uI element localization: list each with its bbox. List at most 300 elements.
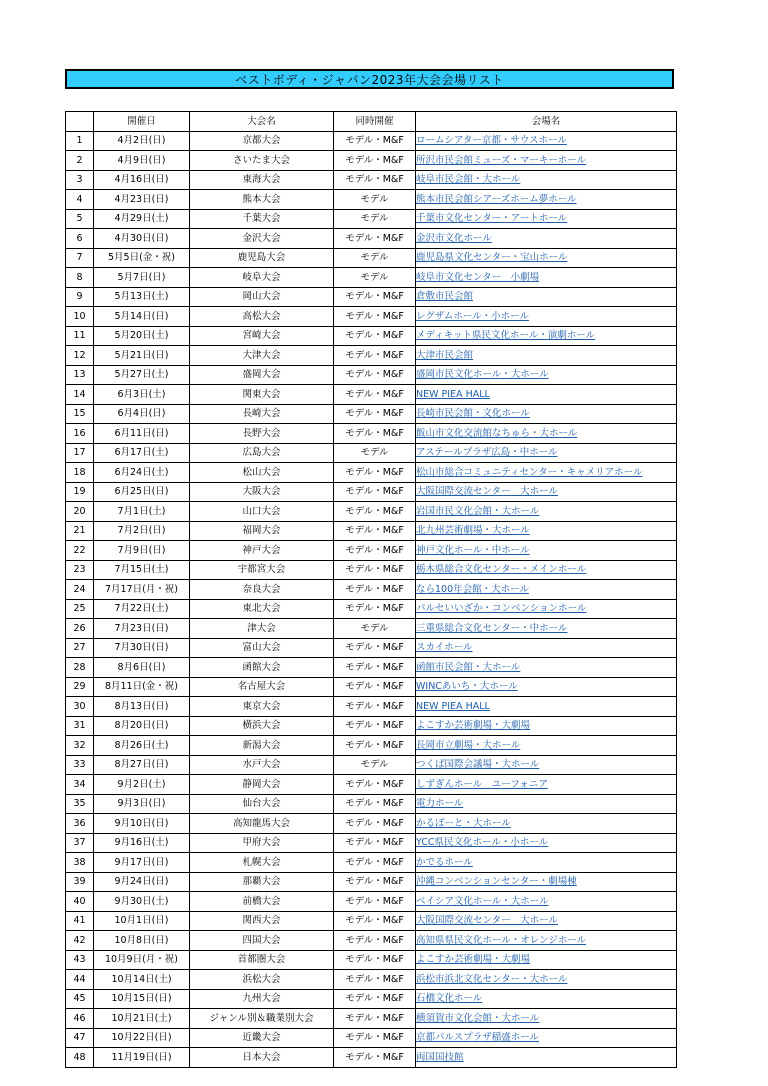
- table-row: [66, 931, 677, 951]
- row-date: 4月29日(土): [94, 209, 190, 229]
- row-concurrent: モデル・M&F: [334, 697, 416, 717]
- col-header-venue: 会場名: [416, 112, 677, 132]
- row-event-name: 大津大会: [190, 346, 334, 366]
- row-number: 5: [66, 209, 94, 229]
- row-number: 21: [66, 521, 94, 541]
- row-venue: [416, 580, 677, 600]
- row-event-name: 仙台大会: [190, 794, 334, 814]
- row-venue: [416, 697, 677, 717]
- row-venue: [416, 970, 677, 990]
- row-concurrent: モデル・M&F: [334, 326, 416, 346]
- venue-link[interactable]: アステールプラザ広島・中ホール: [416, 447, 558, 459]
- row-date: 10月15日(日): [94, 989, 190, 1009]
- row-number: 25: [66, 599, 94, 619]
- venue-link[interactable]: 函館市民会館・大ホール: [416, 661, 521, 673]
- table-row: [66, 151, 677, 171]
- row-date: 5月7日(日): [94, 268, 190, 288]
- row-date: 9月24日(日): [94, 872, 190, 892]
- venue-link[interactable]: スカイホール: [416, 642, 473, 654]
- venue-link[interactable]: 沖縄コンベンションセンター・劇場棟: [416, 876, 577, 888]
- row-concurrent: モデル: [334, 190, 416, 210]
- table-row: [66, 853, 677, 873]
- row-number: 38: [66, 853, 94, 873]
- row-venue: [416, 989, 677, 1009]
- row-date: 7月22日(土): [94, 599, 190, 619]
- row-event-name: 甲府大会: [190, 833, 334, 853]
- table-row: [66, 833, 677, 853]
- row-venue: [416, 404, 677, 424]
- row-date: 4月30日(日): [94, 229, 190, 249]
- row-concurrent: モデル・M&F: [334, 385, 416, 405]
- row-event-name: 近畿大会: [190, 1028, 334, 1048]
- venue-link[interactable]: ロームシアター京都・サウスホール: [416, 135, 567, 147]
- row-event-name: 関西大会: [190, 911, 334, 931]
- table-row: [66, 541, 677, 561]
- row-date: 9月17日(日): [94, 853, 190, 873]
- row-concurrent: モデル・M&F: [334, 307, 416, 327]
- row-event-name: 東京大会: [190, 697, 334, 717]
- row-number: 13: [66, 365, 94, 385]
- col-header-concurrent: 同時開催: [334, 112, 416, 132]
- row-date: 11月19日(日): [94, 1048, 190, 1068]
- row-concurrent: モデル・M&F: [334, 716, 416, 736]
- row-date: 10月22日(日): [94, 1028, 190, 1048]
- row-concurrent: モデル・M&F: [334, 541, 416, 561]
- row-venue: [416, 346, 677, 366]
- row-concurrent: モデル・M&F: [334, 365, 416, 385]
- row-date: 7月23日(日): [94, 619, 190, 639]
- row-concurrent: モデル・M&F: [334, 560, 416, 580]
- row-event-name: 千葉大会: [190, 209, 334, 229]
- row-concurrent: モデル: [334, 755, 416, 775]
- row-event-name: 宮崎大会: [190, 326, 334, 346]
- row-event-name: 津大会: [190, 619, 334, 639]
- table-row: [66, 716, 677, 736]
- row-number: 32: [66, 736, 94, 756]
- row-venue: [416, 755, 677, 775]
- row-event-name: 京都大会: [190, 131, 334, 151]
- table-row: [66, 599, 677, 619]
- venue-link[interactable]: レグザムホール・小ホール: [416, 310, 529, 322]
- venue-link[interactable]: 高知県県民文化ホール・オレンジホール: [416, 934, 587, 946]
- row-date: 4月9日(日): [94, 151, 190, 171]
- row-event-name: 浜松大会: [190, 970, 334, 990]
- row-concurrent: モデル・M&F: [334, 599, 416, 619]
- table-row: [66, 190, 677, 210]
- venue-link[interactable]: 岐阜市民会館・大ホール: [416, 174, 521, 186]
- table-row: [66, 307, 677, 327]
- row-event-name: 神戸大会: [190, 541, 334, 561]
- row-venue: [416, 911, 677, 931]
- row-event-name: 山口大会: [190, 502, 334, 522]
- table-row: [66, 248, 677, 268]
- row-date: 5月13日(土): [94, 287, 190, 307]
- row-event-name: 東海大会: [190, 170, 334, 190]
- row-number: 48: [66, 1048, 94, 1068]
- table-row: [66, 658, 677, 678]
- venue-link[interactable]: しずぎんホール ユーフォニア: [416, 778, 548, 790]
- table-row: [66, 755, 677, 775]
- venue-link[interactable]: NEW PIEA HALL: [416, 388, 490, 400]
- venue-link[interactable]: WINCあいち・大ホール: [416, 681, 518, 693]
- row-date: 6月3日(土): [94, 385, 190, 405]
- row-date: 6月11日(日): [94, 424, 190, 444]
- venue-link[interactable]: 長崎市民会館・文化ホール: [416, 408, 530, 420]
- row-concurrent: モデル・M&F: [334, 892, 416, 912]
- row-date: 9月2日(土): [94, 775, 190, 795]
- row-number: 12: [66, 346, 94, 366]
- venue-link[interactable]: 岐阜市文化センター 小劇場: [416, 271, 540, 283]
- row-number: 37: [66, 833, 94, 853]
- row-venue: [416, 638, 677, 658]
- table-row: [66, 346, 677, 366]
- row-event-name: 新潟大会: [190, 736, 334, 756]
- row-venue: [416, 794, 677, 814]
- row-number: 20: [66, 502, 94, 522]
- row-venue: [416, 619, 677, 639]
- row-number: 2: [66, 151, 94, 171]
- row-event-name: 鹿児島大会: [190, 248, 334, 268]
- row-concurrent: モデル: [334, 268, 416, 288]
- table-row: [66, 1048, 677, 1068]
- row-venue: [416, 209, 677, 229]
- col-header-number: [66, 112, 94, 132]
- row-date: 8月20日(日): [94, 716, 190, 736]
- venue-link[interactable]: 大阪国際交流センター 大ホール: [416, 915, 558, 927]
- row-number: 45: [66, 989, 94, 1009]
- venue-link[interactable]: 熊本市民会館シアーズホーム夢ホール: [416, 193, 577, 205]
- row-concurrent: モデル・M&F: [334, 580, 416, 600]
- row-number: 34: [66, 775, 94, 795]
- venue-link[interactable]: つくば国際会議場・大ホール: [416, 759, 540, 771]
- row-venue: [416, 814, 677, 834]
- venue-link[interactable]: パルセいいざか・コンベンションホール: [416, 603, 587, 615]
- row-event-name: 熊本大会: [190, 190, 334, 210]
- table-row: [66, 170, 677, 190]
- row-number: 16: [66, 424, 94, 444]
- row-number: 14: [66, 385, 94, 405]
- row-event-name: さいたま大会: [190, 151, 334, 171]
- row-event-name: 静岡大会: [190, 775, 334, 795]
- table-row: [66, 287, 677, 307]
- venue-link[interactable]: 三重県総合文化センター・中ホール: [416, 622, 568, 634]
- row-event-name: 松山大会: [190, 463, 334, 483]
- row-number: 40: [66, 892, 94, 912]
- row-number: 39: [66, 872, 94, 892]
- table-row: [66, 1028, 677, 1048]
- row-date: 9月16日(土): [94, 833, 190, 853]
- table-row: [66, 970, 677, 990]
- row-venue: [416, 443, 677, 463]
- row-number: 10: [66, 307, 94, 327]
- row-number: 26: [66, 619, 94, 639]
- row-concurrent: モデル・M&F: [334, 404, 416, 424]
- table-row: [66, 677, 677, 697]
- venue-link[interactable]: ベイシア文化ホール・大ホール: [416, 895, 549, 907]
- row-concurrent: モデル・M&F: [334, 853, 416, 873]
- row-date: 10月9日(月・祝): [94, 950, 190, 970]
- table-row: [66, 697, 677, 717]
- row-number: 22: [66, 541, 94, 561]
- row-event-name: 名古屋大会: [190, 677, 334, 697]
- row-venue: [416, 1009, 677, 1029]
- row-venue: [416, 833, 677, 853]
- row-event-name: 金沢大会: [190, 229, 334, 249]
- row-event-name: 東北大会: [190, 599, 334, 619]
- row-event-name: 高知龍馬大会: [190, 814, 334, 834]
- row-date: 5月5日(金・祝): [94, 248, 190, 268]
- venue-link[interactable]: 大阪国際交流センター 大ホール: [416, 486, 558, 498]
- row-number: 36: [66, 814, 94, 834]
- venue-link[interactable]: 鹿児島県文化センター・宝山ホール: [416, 252, 568, 264]
- venue-link[interactable]: なら100年会館・大ホール: [416, 583, 529, 595]
- table-row: [66, 326, 677, 346]
- row-event-name: 首都圏大会: [190, 950, 334, 970]
- row-event-name: 長野大会: [190, 424, 334, 444]
- row-event-name: 前橋大会: [190, 892, 334, 912]
- row-venue: [416, 385, 677, 405]
- venue-link[interactable]: 栃木県総合文化センター・メインホール: [416, 564, 587, 576]
- table-row: [66, 131, 677, 151]
- row-date: 4月23日(日): [94, 190, 190, 210]
- table-row: [66, 580, 677, 600]
- row-date: 10月21日(土): [94, 1009, 190, 1029]
- venue-link[interactable]: 京都パルスプラザ稲盛ホール: [416, 1032, 540, 1044]
- row-number: 15: [66, 404, 94, 424]
- row-date: 8月26日(土): [94, 736, 190, 756]
- row-event-name: 札幌大会: [190, 853, 334, 873]
- row-concurrent: モデル・M&F: [334, 229, 416, 249]
- row-date: 4月2日(日): [94, 131, 190, 151]
- row-event-name: 福岡大会: [190, 521, 334, 541]
- row-date: 6月4日(日): [94, 404, 190, 424]
- row-concurrent: モデル・M&F: [334, 287, 416, 307]
- venue-link[interactable]: NEW PIEA HALL: [416, 700, 490, 712]
- row-date: 5月14日(日): [94, 307, 190, 327]
- row-venue: [416, 229, 677, 249]
- row-concurrent: モデル・M&F: [334, 833, 416, 853]
- row-event-name: 長崎大会: [190, 404, 334, 424]
- row-concurrent: モデル・M&F: [334, 775, 416, 795]
- row-number: 17: [66, 443, 94, 463]
- row-date: 5月20日(土): [94, 326, 190, 346]
- venue-link[interactable]: 岩国市民文化会館・大ホール: [416, 505, 540, 517]
- row-venue: [416, 872, 677, 892]
- col-header-date: 開催日: [94, 112, 190, 132]
- row-number: 29: [66, 677, 94, 697]
- row-venue: [416, 775, 677, 795]
- venue-table: [65, 111, 677, 1068]
- table-row: [66, 736, 677, 756]
- row-venue: [416, 599, 677, 619]
- row-number: 41: [66, 911, 94, 931]
- venue-link[interactable]: かるぽーと・大ホール: [416, 817, 511, 829]
- row-venue: [416, 560, 677, 580]
- venue-link[interactable]: 所沢市民会館ミューズ・マーキーホール: [416, 154, 587, 166]
- row-concurrent: モデル・M&F: [334, 970, 416, 990]
- row-date: 5月27日(土): [94, 365, 190, 385]
- row-venue: [416, 482, 677, 502]
- row-number: 7: [66, 248, 94, 268]
- venue-link[interactable]: 横須賀市文化会館・大ホール: [416, 1012, 540, 1024]
- row-venue: [416, 248, 677, 268]
- row-venue: [416, 892, 677, 912]
- row-event-name: 那覇大会: [190, 872, 334, 892]
- row-venue: [416, 131, 677, 151]
- row-date: 7月30日(日): [94, 638, 190, 658]
- row-date: 6月24日(土): [94, 463, 190, 483]
- row-event-name: 高松大会: [190, 307, 334, 327]
- row-number: 43: [66, 950, 94, 970]
- row-event-name: 広島大会: [190, 443, 334, 463]
- row-concurrent: モデル・M&F: [334, 658, 416, 678]
- row-number: 30: [66, 697, 94, 717]
- venue-link[interactable]: かでるホール: [416, 856, 473, 868]
- venue-link[interactable]: 松山市総合コミュニティセンター・キャメリアホール: [416, 466, 643, 478]
- venue-link[interactable]: 神戸文化ホール・中ホール: [416, 544, 530, 556]
- row-number: 4: [66, 190, 94, 210]
- row-concurrent: モデル・M&F: [334, 502, 416, 522]
- row-event-name: 富山大会: [190, 638, 334, 658]
- venue-link[interactable]: 両国国技館: [416, 1051, 464, 1063]
- table-row: [66, 794, 677, 814]
- row-venue: [416, 287, 677, 307]
- row-concurrent: モデル: [334, 248, 416, 268]
- row-number: 1: [66, 131, 94, 151]
- table-row: [66, 892, 677, 912]
- row-concurrent: モデル・M&F: [334, 638, 416, 658]
- venue-link[interactable]: 倉敷市民会館: [416, 291, 474, 303]
- row-venue: [416, 190, 677, 210]
- row-date: 7月1日(土): [94, 502, 190, 522]
- row-number: 47: [66, 1028, 94, 1048]
- row-event-name: 大阪大会: [190, 482, 334, 502]
- row-number: 3: [66, 170, 94, 190]
- row-concurrent: モデル・M&F: [334, 911, 416, 931]
- row-number: 27: [66, 638, 94, 658]
- row-date: 7月15日(土): [94, 560, 190, 580]
- row-number: 33: [66, 755, 94, 775]
- row-venue: [416, 677, 677, 697]
- venue-link[interactable]: よこすか芸術劇場・大劇場: [416, 954, 531, 966]
- row-concurrent: モデル・M&F: [334, 463, 416, 483]
- row-concurrent: モデル・M&F: [334, 989, 416, 1009]
- row-event-name: 宇都宮大会: [190, 560, 334, 580]
- row-date: 10月8日(日): [94, 931, 190, 951]
- table-header-row: [66, 112, 677, 132]
- row-number: 9: [66, 287, 94, 307]
- venue-link[interactable]: 飯山市文化交流館なちゅら・大ホール: [416, 427, 578, 439]
- venue-link[interactable]: 電力ホール: [416, 798, 464, 810]
- row-event-name: 日本大会: [190, 1048, 334, 1068]
- venue-link[interactable]: 石橋文化ホール: [416, 993, 483, 1005]
- row-date: 9月3日(日): [94, 794, 190, 814]
- row-venue: [416, 736, 677, 756]
- table-row: [66, 1009, 677, 1029]
- row-date: 10月14日(土): [94, 970, 190, 990]
- row-venue: [416, 716, 677, 736]
- row-date: 10月1日(日): [94, 911, 190, 931]
- row-number: 18: [66, 463, 94, 483]
- row-date: 4月16日(日): [94, 170, 190, 190]
- row-concurrent: モデル・M&F: [334, 151, 416, 171]
- row-date: 8月13日(日): [94, 697, 190, 717]
- table-row: [66, 560, 677, 580]
- row-venue: [416, 307, 677, 327]
- venue-link[interactable]: メディキット県民文化ホール・演劇ホール: [416, 330, 596, 342]
- row-venue: [416, 950, 677, 970]
- venue-link[interactable]: 金沢市文化ホール: [416, 232, 492, 244]
- row-venue: [416, 658, 677, 678]
- row-event-name: 九州大会: [190, 989, 334, 1009]
- row-date: 6月25日(日): [94, 482, 190, 502]
- row-venue: [416, 463, 677, 483]
- table-row: [66, 950, 677, 970]
- row-number: 24: [66, 580, 94, 600]
- table-row: [66, 872, 677, 892]
- table-row: [66, 268, 677, 288]
- venue-link[interactable]: 大津市民会館: [416, 349, 474, 361]
- row-concurrent: モデル・M&F: [334, 424, 416, 444]
- row-venue: [416, 502, 677, 522]
- row-date: 8月6日(日): [94, 658, 190, 678]
- row-event-name: 関東大会: [190, 385, 334, 405]
- row-concurrent: モデル: [334, 443, 416, 463]
- row-number: 31: [66, 716, 94, 736]
- row-date: 9月30日(土): [94, 892, 190, 912]
- row-venue: [416, 151, 677, 171]
- row-concurrent: モデル・M&F: [334, 1048, 416, 1068]
- row-date: 7月2日(日): [94, 521, 190, 541]
- table-row: [66, 521, 677, 541]
- venue-link[interactable]: 長岡市立劇場・大ホール: [416, 739, 521, 751]
- venue-link[interactable]: YCC県民文化ホール・小ホール: [416, 837, 549, 849]
- venue-link[interactable]: 浜松市浜北文化センター・大ホール: [416, 973, 568, 985]
- row-venue: [416, 931, 677, 951]
- row-event-name: 岐阜大会: [190, 268, 334, 288]
- row-venue: [416, 1028, 677, 1048]
- row-event-name: ジャンル別＆職業別大会: [190, 1009, 334, 1029]
- row-venue: [416, 853, 677, 873]
- row-event-name: 水戸大会: [190, 755, 334, 775]
- table-row: [66, 463, 677, 483]
- row-venue: [416, 268, 677, 288]
- table-row: [66, 229, 677, 249]
- row-event-name: 函館大会: [190, 658, 334, 678]
- row-concurrent: モデル・M&F: [334, 794, 416, 814]
- row-concurrent: モデル・M&F: [334, 814, 416, 834]
- row-number: 35: [66, 794, 94, 814]
- venue-link[interactable]: 盛岡市民文化ホール・大ホール: [416, 369, 549, 381]
- row-concurrent: モデル・M&F: [334, 931, 416, 951]
- row-number: 46: [66, 1009, 94, 1029]
- row-concurrent: モデル・M&F: [334, 872, 416, 892]
- row-number: 6: [66, 229, 94, 249]
- venue-link[interactable]: よこすか芸術劇場・大劇場: [416, 720, 531, 732]
- row-concurrent: モデル・M&F: [334, 950, 416, 970]
- row-venue: [416, 424, 677, 444]
- row-concurrent: モデル・M&F: [334, 131, 416, 151]
- table-row: [66, 424, 677, 444]
- venue-link[interactable]: 北九州芸術劇場・大ホール: [416, 525, 530, 537]
- table-row: [66, 775, 677, 795]
- table-row: [66, 814, 677, 834]
- row-concurrent: モデル・M&F: [334, 482, 416, 502]
- table-row: [66, 482, 677, 502]
- row-venue: [416, 1048, 677, 1068]
- row-number: 11: [66, 326, 94, 346]
- venue-link[interactable]: 千葉市文化センター・アートホール: [416, 213, 568, 225]
